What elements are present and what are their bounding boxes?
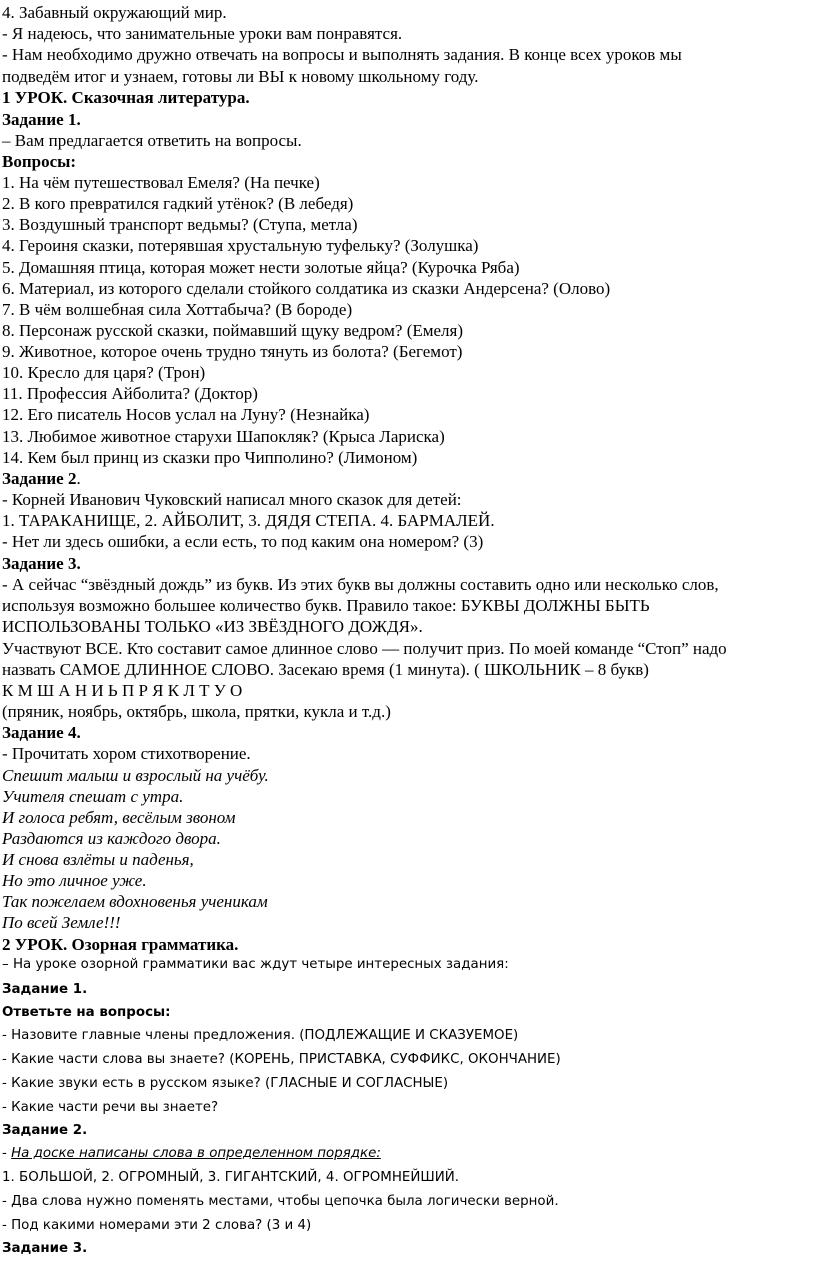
text-line: используя возможно большее количество букв. Правило такое: БУКВЫ ДОЛЖНЫ БЫТЬ [2,596,650,615]
task-heading-period: . [76,469,81,488]
text-line: - Прочитать хором стихотворение. [2,744,251,763]
poem-line: Спешит малыш и взрослый на учёбу. [2,766,269,785]
question-line: - Какие звуки есть в русском языке? (ГЛАСНЫЕ И СОГЛАСНЫЕ) [2,1076,449,1091]
poem-line: Так пожелаем вдохновенья ученикам [2,892,268,911]
poem-line: Но это личное уже. [2,871,147,890]
poem-line: Раздаются из каждого двора. [2,829,221,848]
text-line: – Вам предлагается ответить на вопросы. [2,131,302,150]
text-line [2,1144,381,1164]
question-line: 6. Материал, из которого сделали стойкого солдатика из сказки Андерсена? (Олово) [2,279,611,298]
text-line: подведём итог и узнаем, готовы ли ВЫ к новому школьному году. [2,67,479,86]
text-line: 1. ТАРАКАНИЩЕ, 2. АЙБОЛИТ, 3. ДЯДЯ СТЕПА. 4. БАРМАЛЕЙ. [2,511,495,530]
text-line: - Два слова нужно поменять местами, чтобы цепочка была логически верной. [2,1194,559,1209]
underlined-italic-text: На доске написаны слова в определенном порядке: [11,1146,381,1161]
question-line: 8. Персонаж русской сказки, поймавший щуку ведром? (Емеля) [2,321,464,340]
question-line: 5. Домашняя птица, которая может нести золотые яйца? (Курочка Ряба) [2,258,520,277]
task-heading: Задание 3. [2,1241,88,1256]
task-heading: Задание 3. [2,554,81,573]
question-line: 2. В кого превратился гадкий утёнок? (В лебедя) [2,194,354,213]
text-line: – На уроке озорной грамматики вас ждут четыре интересных задания: [2,957,509,972]
question-line: 13. Любимое животное старухи Шапокляк? (Крыса Лариска) [2,427,445,446]
question-line: - Какие части речи вы знаете? [2,1100,219,1115]
task-heading: Задание 4. [2,723,81,742]
poem-line: И снова взлёты и паденья, [2,850,194,869]
question-line: 7. В чём волшебная сила Хоттабыча? (В бороде) [2,300,353,319]
question-line: 14. Кем был принц из сказки про Чипполино? (Лимоном) [2,448,418,467]
text-line: - Корней Иванович Чуковский написал много сказок для детей: [2,490,462,509]
task-heading: Задание 2. [2,1123,88,1138]
text-line: 1. БОЛЬШОЙ, 2. ОГРОМНЫЙ, 3. ГИГАНТСКИЙ, 4. ОГРОМНЕЙШИЙ. [2,1170,459,1185]
lesson-1-heading: 1 УРОК. Сказочная литература. [2,88,250,107]
letters-line: К М Ш А Н И Ь П Р Я К Л Т У О [2,681,243,700]
question-line: 1. На чём путешествовал Емеля? (На печке) [2,173,320,192]
text-line: (пряник, ноябрь, октябрь, школа, прятки, кукла и т.д.) [2,702,391,721]
text-line: - Нам необходимо дружно отвечать на вопросы и выполнять задания. В конце всех уроков мы [2,45,682,64]
lesson-2-heading: 2 УРОК. Озорная грамматика. [2,935,239,954]
questions-heading: Вопросы: [2,152,77,171]
text-line: назвать САМОЕ ДЛИННОЕ СЛОВО. Засекаю время (1 минута). ( ШКОЛЬНИК – 8 букв) [2,660,649,679]
text-line: 4. Забавный окружающий мир. [2,3,227,22]
poem-line: По всей Земле!!! [2,913,121,932]
text-line: - А сейчас “звёздный дождь” из букв. Из этих букв вы должны составить одно или несколько слов, [2,575,719,594]
task-heading: Задание 1. [2,110,81,129]
task-heading: Задание 1. [2,982,88,997]
question-line: - Назовите главные члены предложения. (ПОДЛЕЖАЩИЕ И СКАЗУЕМОЕ) [2,1028,519,1043]
text-line: Участвуют ВСЕ. Кто составит самое длинное слово — получит приз. По моей команде “Стоп” надо [2,639,727,658]
question-line: - Какие части слова вы знаете? (КОРЕНЬ, ПРИСТАВКА, СУФФИКС, ОКОНЧАНИЕ) [2,1052,561,1067]
poem-line: Учителя спешат с утра. [2,787,184,806]
text-line: - Я надеюсь, что занимательные уроки вам понравятся. [2,24,403,43]
task-heading [2,468,81,489]
question-line: 9. Животное, которое очень трудно тянуть из болота? (Бегемот) [2,342,463,361]
text-line: - Под какими номерами эти 2 слова? (3 и 4) [2,1218,312,1233]
text-line: ИСПОЛЬЗОВАНЫ ТОЛЬКО «ИЗ ЗВЁЗДНОГО ДОЖДЯ». [2,617,423,636]
question-line: 4. Героиня сказки, потерявшая хрустальную туфельку? (Золушка) [2,236,479,255]
task-heading-text: Задание 2 [2,469,77,488]
question-line: 12. Его писатель Носов услал на Луну? (Незнайка) [2,405,370,424]
poem-line: И голоса ребят, весёлым звоном [2,808,236,827]
text-line: - Нет ли здесь ошибки, а если есть, то под каким она номером? (3) [2,532,484,551]
question-line: 3. Воздушный транспорт ведьмы? (Ступа, метла) [2,215,358,234]
question-line: 10. Кресло для царя? (Трон) [2,363,206,382]
dash-prefix: - [2,1146,12,1161]
question-line: 11. Профессия Айболита? (Доктор) [2,384,258,403]
questions-heading: Ответьте на вопросы: [2,1005,171,1020]
